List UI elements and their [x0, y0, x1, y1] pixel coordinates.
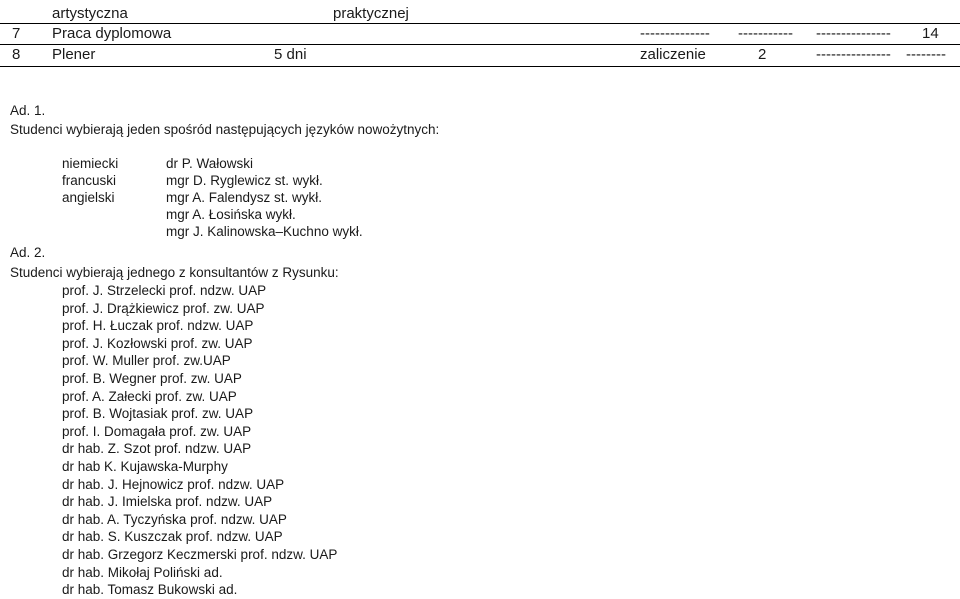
row2-name: Plener [52, 46, 96, 63]
row1-col1: -------------- [640, 25, 710, 42]
row1-col2: ----------- [738, 25, 793, 42]
consultant-item: prof. J. Kozłowski prof. zw. UAP [62, 335, 253, 351]
teacher-item: mgr A. Łosińska wykł. [166, 207, 296, 222]
row2-col4: -------- [906, 46, 946, 63]
row0-name: artystyczna [52, 5, 128, 22]
language-item: francuski [62, 173, 117, 188]
ad1-intro: Studenci wybierają jeden spośród następujących języków nowożytnych: [10, 122, 440, 137]
consultant-item: dr hab. A. Tyczyńska prof. ndzw. UAP [62, 511, 287, 527]
consultant-item: prof. H. Łuczak prof. ndzw. UAP [62, 318, 254, 334]
consultant-item: dr hab. J. Imielska prof. ndzw. UAP [62, 494, 273, 510]
consultant-item: dr hab. Grzegorz Keczmerski prof. ndzw. UAP [62, 546, 338, 562]
consultant-item: prof. J. Drążkiewicz prof. zw. UAP [62, 300, 265, 316]
curriculum-table [0, 0, 960, 68]
consultant-item: dr hab. Tomasz Bukowski ad. [62, 582, 238, 598]
row2-value: 2 [758, 46, 767, 63]
consultant-item: dr hab. S. Kuszczak prof. ndzw. UAP [62, 529, 283, 545]
language-list [62, 155, 118, 206]
ad1-heading: Ad. 1. [10, 103, 46, 118]
row1-name: Praca dyplomowa [52, 25, 172, 42]
consultant-item: prof. I. Domagała prof. zw. UAP [62, 423, 252, 439]
row0-type: praktycznej [333, 5, 409, 22]
row1-col3: --------------- [816, 25, 891, 42]
row2-form: zaliczenie [640, 46, 706, 63]
row2-duration: 5 dni [274, 46, 307, 63]
language-item: angielski [62, 190, 115, 205]
row2-col3: --------------- [816, 46, 891, 63]
teacher-list [166, 155, 363, 240]
ad2-intro: Studenci wybierają jednego z konsultantów z Rysunku: [10, 265, 339, 280]
teacher-item: mgr A. Falendysz st. wykł. [166, 190, 323, 205]
consultant-item: prof. A. Załecki prof. zw. UAP [62, 388, 237, 404]
consultant-item: dr hab K. Kujawska-Murphy [62, 458, 228, 474]
consultant-item: dr hab. Z. Szot prof. ndzw. UAP [62, 441, 252, 457]
row2-number: 8 [12, 46, 21, 63]
teacher-item: mgr D. Ryglewicz st. wykł. [166, 173, 323, 188]
row1-number: 7 [12, 25, 21, 42]
consultant-item: dr hab. J. Hejnowicz prof. ndzw. UAP [62, 476, 285, 492]
consultant-item: prof. B. Wojtasiak prof. zw. UAP [62, 406, 254, 422]
consultant-item: prof. W. Muller prof. zw.UAP [62, 353, 231, 369]
ad2-heading: Ad. 2. [10, 245, 46, 260]
consultant-list [62, 282, 337, 599]
row1-col4: 14 [922, 25, 939, 42]
consultant-item: prof. B. Wegner prof. zw. UAP [62, 370, 242, 386]
consultant-item: prof. J. Strzelecki prof. ndzw. UAP [62, 283, 267, 298]
consultant-item: dr hab. Mikołaj Poliński ad. [62, 564, 223, 580]
language-item: niemiecki [62, 156, 119, 171]
teacher-item: dr P. Wałowski [166, 156, 254, 171]
teacher-item: mgr J. Kalinowska–Kuchno wykł. [166, 224, 363, 239]
table-rule [0, 66, 960, 67]
